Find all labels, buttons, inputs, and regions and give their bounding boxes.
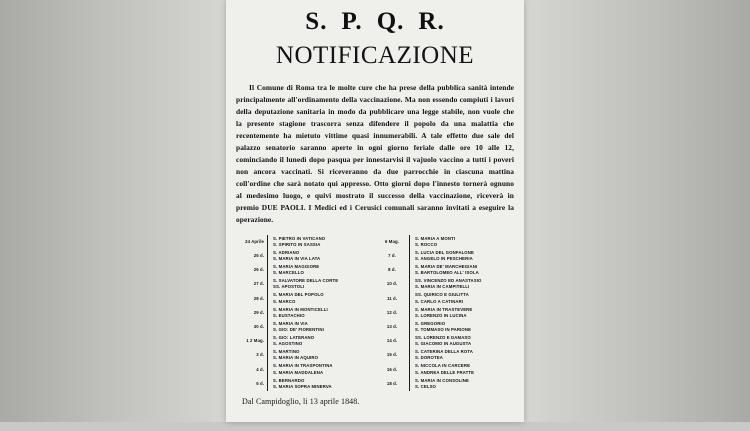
schedule-date-left-9: 4 d. xyxy=(256,366,264,372)
schedule-date-right-9: 16 d. xyxy=(386,366,398,372)
parish-name: S. MARCO xyxy=(273,298,296,304)
parish-name: S. MARIA IN MONTICELLI xyxy=(273,306,328,312)
parish-name: SS. QUIRICO E GIULITTA xyxy=(415,292,469,298)
schedule-row-right-8 xyxy=(415,348,516,362)
parish-name: S. MARIA MADDALENA xyxy=(273,369,324,375)
page-edge-left xyxy=(0,0,228,422)
schedule-date-left-8: 3 d. xyxy=(256,352,264,358)
schedule-date-left-6: 30 d. xyxy=(253,323,264,329)
parish-name: S. MARIA DE' MARCHEGIANI xyxy=(415,264,478,270)
schedule-date-right-0: 6 Mag. xyxy=(385,238,399,244)
vaccination-schedule-table xyxy=(234,235,516,391)
spqr-heading xyxy=(226,9,524,34)
schedule-date-right-5: 12 d. xyxy=(386,309,398,315)
parish-name: S. MARIA IN TRASTEVERE xyxy=(415,306,473,312)
schedule-date-right-4: 11 d. xyxy=(386,295,398,301)
schedule-date-left-3: 27 d. xyxy=(253,281,264,287)
parish-name: S. ADRIANO xyxy=(273,249,300,255)
schedule-row-right-1 xyxy=(415,249,516,263)
schedule-left-parish-column xyxy=(268,235,372,391)
schedule-date-right-6: 13 d. xyxy=(386,323,398,329)
schedule-column-right xyxy=(372,235,516,391)
schedule-row-left-6 xyxy=(273,320,372,334)
schedule-row-left-0 xyxy=(273,235,372,249)
parish-name: S. GIACOMO IN AUGUSTA xyxy=(415,341,472,347)
schedule-row-right-5 xyxy=(415,306,516,320)
schedule-date-left-4: 28 d. xyxy=(253,295,264,301)
schedule-right-parish-column xyxy=(410,235,516,391)
document-body-text: Il Comune di Roma tra le molte cure che ha prese della pubblica sanità intende principalmente all'ordinamento della vaccinazione. Ma non essendo compiuti i lavori della deputazione sanitaria in modo da pubblicare una legge stabile, non vuole che la presente stagione trascorra senza difendere il popolo da una malattia che recentemente ha mietuto vittime quasi innumerabili. A tale effetto due sale del palazzo senatorio saranno aperte in ogni giorno feriale dalle ore 10 alle 12, cominciando il lunedì dopo pasqua per innestarvisi il vajuolo vaccino a tutti i poveri non ancora vaccinati. Si riceveranno da due parrocchie in ciascuna mattina coll'ordine che sarà notato qui appresso. Otto giorni dopo l'innesto tornerà ognuno al medesimo luogo, e quivi mostrato il successo della vaccinazione, riceverà in premio DUE PAOLI. I Medici ed i Cerusici comunali saranno invitati a eseguire la operazione. xyxy=(236,83,514,224)
schedule-row-left-9 xyxy=(273,363,372,377)
parish-name: S. CATERINA DELLA ROTA xyxy=(415,349,474,355)
schedule-date-right-3: 10 d. xyxy=(386,281,398,287)
parish-name: S. MARIA IN TRASPONTINA xyxy=(273,363,333,369)
parish-name: S. MARIA MAGGIORE xyxy=(273,264,320,270)
parish-name: S. SALVATORE DELLA CORTE xyxy=(273,278,339,284)
schedule-row-right-2 xyxy=(415,263,516,277)
parish-name: S. MARTINO xyxy=(273,349,300,355)
parish-name: S. MARIA IN VIA xyxy=(273,320,308,326)
schedule-row-left-1 xyxy=(273,249,372,263)
parish-name: S. MARIA IN VIA LATA xyxy=(273,256,321,262)
parish-name: S. EUSTACHIO xyxy=(273,312,305,318)
schedule-date-left-5: 29 d. xyxy=(253,309,264,315)
schedule-column-left xyxy=(234,235,372,391)
document-footer: Dal Campidoglio, li 13 aprile 1848. xyxy=(242,396,360,406)
schedule-row-right-9 xyxy=(415,363,516,377)
parish-name: S. ANGELO IN PESCHERIA xyxy=(415,256,473,262)
spqr-letter-s: S. xyxy=(305,8,328,35)
parish-name: S. AGOSTINO xyxy=(273,341,303,347)
schedule-date-left-0: 24 Aprile xyxy=(245,238,264,244)
parish-name: S. MARIA SOPRA MINERVA xyxy=(273,383,332,389)
parish-name: S. TOMMASO IN PARIONE xyxy=(415,327,472,333)
parish-name: S. MARIA IN AQUIRO xyxy=(273,355,319,361)
schedule-row-right-3 xyxy=(415,277,516,291)
parish-name: S. MARIA A MONTI xyxy=(415,235,456,241)
schedule-row-right-6 xyxy=(415,320,516,334)
parish-name: S. DOROTEA xyxy=(415,355,443,361)
schedule-date-right-10: 18 d. xyxy=(386,380,398,386)
parish-name: S. CELSO xyxy=(415,383,437,389)
schedule-row-right-0 xyxy=(415,235,516,249)
parish-name: SS. LORENZO E DAMASO xyxy=(415,335,471,341)
schedule-date-right-2: 8 d. xyxy=(388,267,396,273)
schedule-row-left-4 xyxy=(273,292,372,306)
page-edge-right xyxy=(522,0,750,422)
parish-name: S. BERNARDO xyxy=(273,377,305,383)
spqr-letter-r: R. xyxy=(418,8,445,35)
schedule-row-left-3 xyxy=(273,277,372,291)
schedule-date-right-1: 7 d. xyxy=(388,253,396,258)
schedule-left-date-column xyxy=(234,235,268,391)
parish-name: S. ANDREA DELLE FRATTE xyxy=(415,369,475,375)
schedule-right-date-column xyxy=(378,235,410,391)
schedule-row-left-2 xyxy=(273,263,372,277)
parish-name: S. GIO: LATERANO xyxy=(273,335,315,341)
spqr-letter-p: P. xyxy=(341,8,363,35)
parish-name: S. LUCIA DEL GONFALONE xyxy=(415,249,474,255)
parish-name: S. MARCELLO xyxy=(273,270,304,276)
schedule-date-right-8: 15 d. xyxy=(386,352,398,358)
spqr-letter-q: Q. xyxy=(376,8,405,35)
schedule-row-right-10 xyxy=(415,377,516,391)
schedule-date-left-10: 5 d. xyxy=(256,380,264,386)
parish-name: S. MARIA IN CAMPITELLI xyxy=(415,284,470,290)
parish-name: S. GREGORIO xyxy=(415,320,446,326)
parish-name: S. ROCCO xyxy=(415,241,438,247)
parish-name: S. SPIRITO IN SASSIA xyxy=(273,241,321,247)
parish-name: S. BARTOLOMEO ALL' ISOLA xyxy=(415,270,479,276)
schedule-date-left-2: 26 d. xyxy=(253,267,264,273)
schedule-row-left-5 xyxy=(273,306,372,320)
schedule-date-right-7: 14 d. xyxy=(386,338,398,344)
parish-name: SS. APOSTOLI xyxy=(273,284,305,290)
schedule-row-left-8 xyxy=(273,348,372,362)
schedule-date-left-7: 1 2 Mag. xyxy=(246,338,264,344)
parish-name: S. MARIA IN CONSOLINE xyxy=(415,377,469,383)
document-sheet xyxy=(226,0,524,422)
parish-name: S. LORENZO IN LUCINA xyxy=(415,312,467,318)
document-title: NOTIFICAZIONE xyxy=(275,42,475,69)
schedule-row-left-10 xyxy=(273,377,372,391)
schedule-row-left-7 xyxy=(273,334,372,348)
parish-name: S. CARLO A CATINARI xyxy=(415,298,464,304)
parish-name: S. NICCOLA IN CARCERE xyxy=(415,363,471,369)
schedule-row-right-4 xyxy=(415,292,516,306)
parish-name: S. GIO: DE' FIORENTINI xyxy=(273,327,324,333)
parish-name: S. PIETRO IN VATICANO xyxy=(273,235,326,241)
schedule-row-right-7 xyxy=(415,334,516,348)
parish-name: SS. VINCENZO ED ANASTASIO xyxy=(415,278,482,284)
schedule-date-left-1: 25 d. xyxy=(253,253,264,258)
parish-name: S. MARIA DEL POPOLO xyxy=(273,292,324,298)
